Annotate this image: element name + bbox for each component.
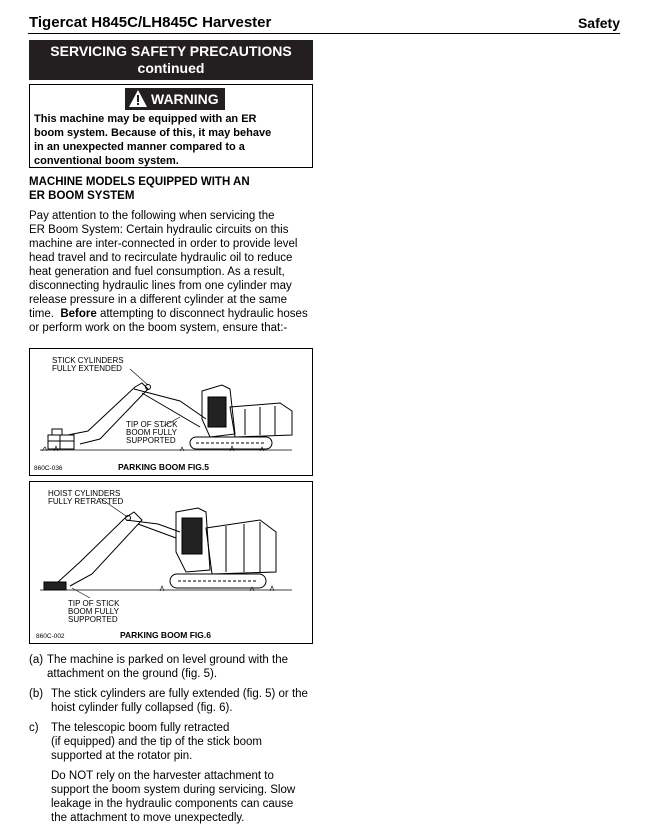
intro-line: head travel and to recirculate hydraulic oil to reduce xyxy=(29,252,293,264)
figure-title: PARKING BOOM FIG.6 xyxy=(120,630,211,640)
label-line: BOOM FULLY xyxy=(126,428,177,437)
document-title: Tigercat H845C/LH845C Harvester xyxy=(29,14,272,31)
label-line: TIP OF STICK xyxy=(126,420,178,429)
item-line: The stick cylinders are fully extended (fig. 5) or the xyxy=(51,688,308,700)
warning-box xyxy=(29,84,313,168)
item-line: support the boom system during servicing. Slow xyxy=(51,784,296,796)
label-line: FULLY RETRACTED xyxy=(48,497,124,506)
label-line: TIP OF STICK xyxy=(68,599,120,608)
intro-line: release pressure in a different cylinder at the same xyxy=(29,294,288,306)
intro-line: disconnecting hydraulic lines from one cylinder may xyxy=(29,280,292,292)
banner-line-1: SERVICING SAFETY PRECAUTIONS xyxy=(50,43,292,59)
header-rule xyxy=(28,33,620,34)
figure-label xyxy=(48,490,123,506)
warning-label-text: WARNING xyxy=(151,91,219,107)
figure-6 xyxy=(29,481,313,644)
subheading xyxy=(29,175,313,203)
figure-code: 860C-036 xyxy=(34,465,63,472)
figure-5 xyxy=(29,348,313,476)
intro-text: time. xyxy=(29,308,61,320)
warning-line: conventional boom system. xyxy=(34,155,179,167)
section-title: Safety xyxy=(577,15,620,31)
item-line: attachment on the ground (fig. 5). xyxy=(47,668,218,680)
warning-line: boom system. Because of this, it may behave xyxy=(34,127,272,139)
item-line: leakage in the hydraulic components can cause xyxy=(51,798,294,810)
label-line: FULLY EXTENDED xyxy=(52,364,122,373)
label-line: SUPPORTED xyxy=(126,436,176,445)
list-item-text xyxy=(47,653,319,681)
intro-emphasis: Before xyxy=(60,308,97,320)
figure-code: 860C-002 xyxy=(36,633,65,640)
list-item-text xyxy=(51,721,323,763)
intro-line: machine are inter-connected in order to provide level xyxy=(29,238,298,250)
section-banner xyxy=(29,40,313,80)
item-line: (if equipped) and the tip of the stick boom xyxy=(51,736,262,748)
label-line: STICK CYLINDERS xyxy=(52,356,124,365)
item-line: The telescopic boom fully retracted xyxy=(51,722,230,734)
list-item-text xyxy=(51,769,323,825)
figure-label xyxy=(52,357,124,373)
item-line: hoist cylinder fully collapsed (fig. 6). xyxy=(51,702,233,714)
item-line: The machine is parked on level ground with the xyxy=(47,654,289,666)
label-line: BOOM FULLY xyxy=(68,607,119,616)
intro-line xyxy=(29,307,319,321)
intro-line: ER Boom System: Certain hydraulic circuits on this xyxy=(29,224,289,236)
intro-line: heat generation and fuel consumption. As a result, xyxy=(29,266,285,278)
item-line: Do NOT rely on the harvester attachment to xyxy=(51,770,274,782)
label-line: HOIST CYLINDERS xyxy=(48,489,121,498)
warning-triangle-icon xyxy=(129,90,147,107)
figure-title: PARKING BOOM FIG.5 xyxy=(118,462,209,472)
list-item-text xyxy=(51,687,323,715)
item-line: the attachment to move unexpectedly. xyxy=(51,812,245,824)
intro-line: Pay attention to the following when servicing the xyxy=(29,210,275,222)
list-item-label: (b) xyxy=(29,688,44,700)
banner-line-2: continued xyxy=(137,60,205,76)
intro-line: or perform work on the boom system, ensure that:- xyxy=(29,322,288,334)
label-line: SUPPORTED xyxy=(68,615,118,624)
warning-text xyxy=(34,112,304,168)
item-line: supported at the rotator pin. xyxy=(51,750,193,762)
warning-line: in an unexpected manner compared to a xyxy=(34,141,245,153)
intro-text: attempting to disconnect hydraulic hoses xyxy=(96,308,308,320)
list-item-label: c) xyxy=(29,722,39,734)
list-item-label: (a) xyxy=(29,654,44,666)
warning-label xyxy=(125,88,225,110)
warning-line: This machine may be equipped with an ER xyxy=(34,113,257,125)
figure-label xyxy=(68,600,119,624)
subheading-line: ER BOOM SYSTEM xyxy=(29,190,135,202)
subheading-line: MACHINE MODELS EQUIPPED WITH AN xyxy=(29,176,250,188)
figure-label xyxy=(126,421,177,445)
intro-paragraph xyxy=(29,209,319,335)
